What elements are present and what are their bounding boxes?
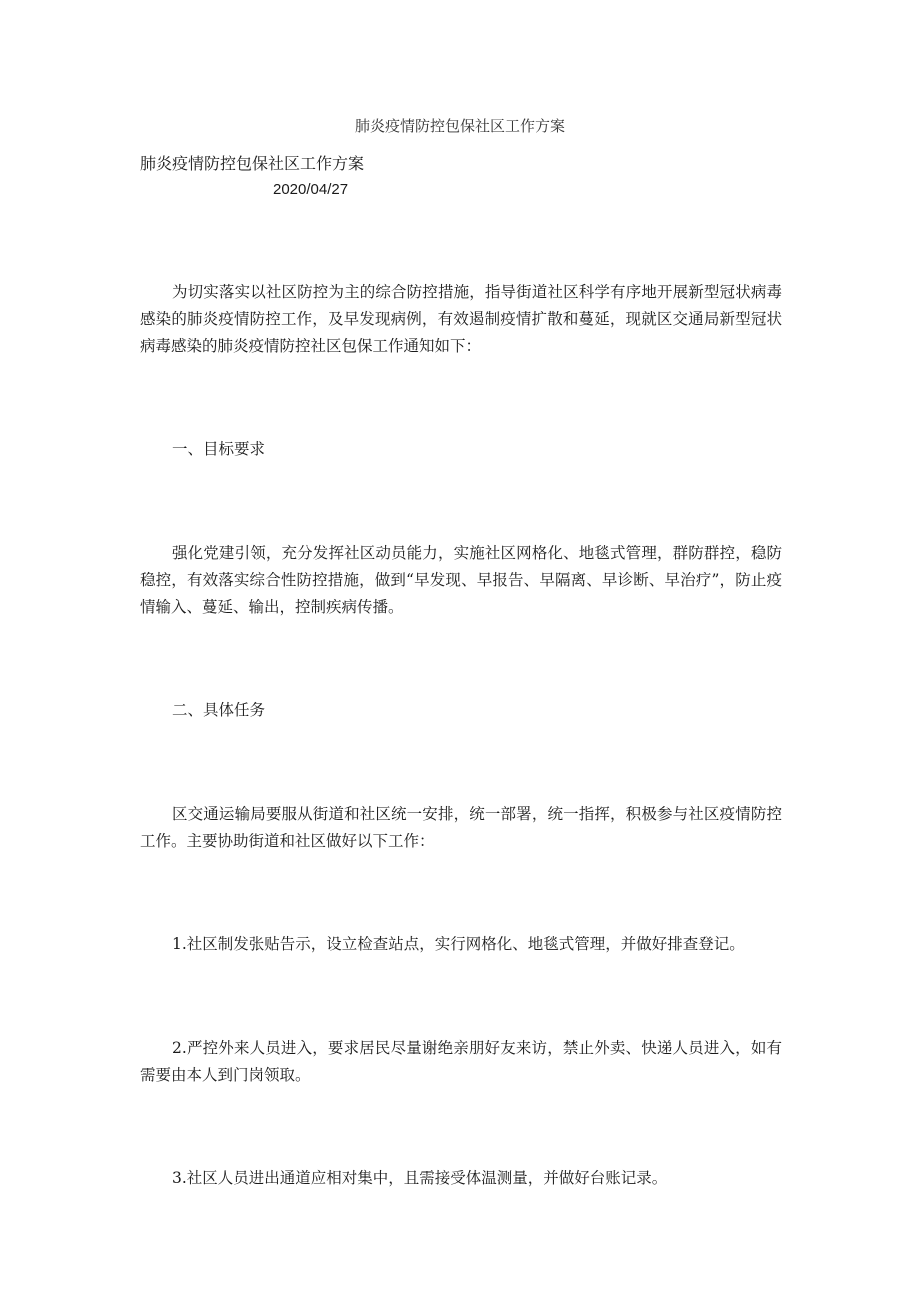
section-heading-goals: 一、目标要求 xyxy=(172,440,266,458)
tasks-intro-paragraph: 区交通运输局要服从街道和社区统一安排，统一部署，统一指挥，积极参与社区疫情防控工作。主要协助街道和社区做好以下工作： xyxy=(140,805,782,850)
task-item-2: 2.严控外来人员进入，要求居民尽量谢绝亲朋好友来访，禁止外卖、快递人员进入，如有需要由本人到门岗领取。 xyxy=(140,1039,782,1084)
goals-paragraph: 强化党建引领，充分发挥社区动员能力，实施社区网格化、地毯式管理，群防群控，稳防稳控，有效落实综合性防控措施，做到“早发现、早报告、早隔离、早诊断、早治疗”，防止疫情输入、蔓延、输出，控制疾病传播。 xyxy=(140,544,782,616)
document-date: 2020/04/27 xyxy=(273,181,349,198)
section-heading-tasks: 二、具体任务 xyxy=(172,701,266,719)
task-item-1: 1.社区制发张贴告示，设立检查站点，实行网格化、地毯式管理，并做好排查登记。 xyxy=(172,935,745,953)
document-title: 肺炎疫情防控包保社区工作方案 xyxy=(140,154,365,173)
page-header-title: 肺炎疫情防控包保社区工作方案 xyxy=(354,117,565,135)
task-item-3: 3.社区人员进出通道应相对集中，且需接受体温测量，并做好台账记录。 xyxy=(172,1169,668,1187)
intro-paragraph: 为切实落实以社区防控为主的综合防控措施，指导街道社区科学有序地开展新型冠状病毒感染的肺炎疫情防控工作，及早发现病例，有效遏制疫情扩散和蔓延，现就区交通局新型冠状病毒感染的肺炎疫情防控社区包保工作通知如下： xyxy=(140,283,782,355)
